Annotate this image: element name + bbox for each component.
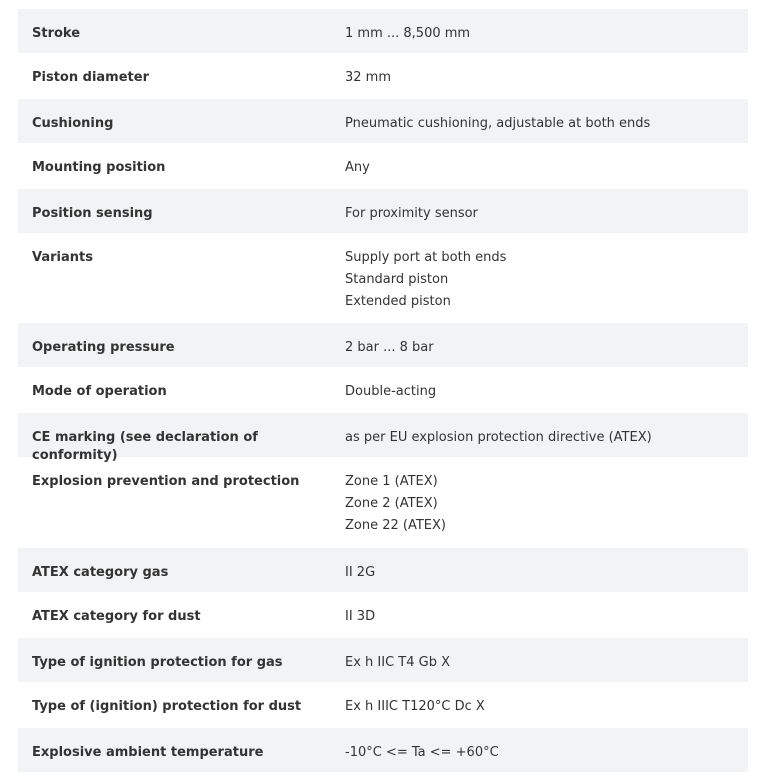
spec-row-atex-category-gas bbox=[18, 548, 748, 592]
spec-label: Type of (ignition) protection for dust bbox=[32, 699, 302, 714]
spec-label: Mode of operation bbox=[32, 384, 167, 399]
spec-value bbox=[345, 427, 748, 449]
spec-label: Cushioning bbox=[32, 116, 114, 131]
spec-value bbox=[345, 381, 748, 403]
spec-value-line: Zone 1 (ATEX) bbox=[345, 474, 438, 489]
spec-value bbox=[345, 696, 748, 718]
spec-value-line: Supply port at both ends bbox=[345, 250, 507, 265]
spec-row-ignition-protection-gas bbox=[18, 638, 748, 682]
spec-value bbox=[345, 562, 748, 584]
spec-value-line: 32 mm bbox=[345, 70, 392, 85]
spec-value bbox=[345, 23, 748, 45]
spec-value-line: Standard piston bbox=[345, 272, 449, 287]
spec-label: Position sensing bbox=[32, 206, 153, 221]
spec-label: Operating pressure bbox=[32, 340, 175, 355]
spec-row-piston-diameter bbox=[18, 53, 748, 99]
spec-value bbox=[345, 67, 748, 89]
spec-row-cushioning bbox=[18, 99, 748, 143]
spec-value-line: II 3D bbox=[345, 609, 376, 624]
spec-row-mode-of-operation bbox=[18, 367, 748, 413]
spec-value-line: as per EU explosion protection directive (ATEX) bbox=[345, 430, 652, 445]
spec-value-line: Ex h IIC T4 Gb X bbox=[345, 655, 450, 670]
spec-value bbox=[345, 471, 748, 537]
spec-value bbox=[345, 742, 748, 764]
spec-value-line: For proximity sensor bbox=[345, 206, 478, 221]
spec-table bbox=[18, 9, 748, 772]
spec-row-explosive-ambient-temperature bbox=[18, 728, 748, 772]
spec-row-atex-category-dust bbox=[18, 592, 748, 638]
spec-value-line: -10°C <= Ta <= +60°C bbox=[345, 745, 499, 760]
spec-label: Stroke bbox=[32, 26, 81, 41]
spec-value bbox=[345, 247, 748, 313]
spec-value bbox=[345, 113, 748, 135]
spec-value-line: 1 mm ... 8,500 mm bbox=[345, 26, 471, 41]
spec-label: ATEX category gas bbox=[32, 565, 169, 580]
spec-label: CE marking (see declaration of conformity) bbox=[32, 430, 258, 463]
spec-label: Type of ignition protection for gas bbox=[32, 655, 283, 670]
spec-label: Mounting position bbox=[32, 160, 166, 175]
spec-label: ATEX category for dust bbox=[32, 609, 201, 624]
spec-label: Explosive ambient temperature bbox=[32, 745, 264, 760]
spec-row-variants bbox=[18, 233, 748, 323]
spec-value-line: Extended piston bbox=[345, 294, 451, 309]
spec-value bbox=[345, 157, 748, 179]
spec-label: Piston diameter bbox=[32, 70, 149, 85]
spec-value-line: 2 bar ... 8 bar bbox=[345, 340, 434, 355]
spec-value bbox=[345, 652, 748, 674]
spec-label: Variants bbox=[32, 250, 93, 265]
spec-row-operating-pressure bbox=[18, 323, 748, 367]
spec-value-line: Double-acting bbox=[345, 384, 437, 399]
spec-value-line: Any bbox=[345, 160, 370, 175]
spec-value-line: II 2G bbox=[345, 565, 376, 580]
spec-value-line: Zone 2 (ATEX) bbox=[345, 496, 438, 511]
spec-row-explosion-prevention bbox=[18, 457, 748, 548]
spec-value bbox=[345, 203, 748, 225]
spec-value bbox=[345, 337, 748, 359]
spec-value-line: Ex h IIIC T120°C Dc X bbox=[345, 699, 485, 714]
spec-value-line: Pneumatic cushioning, adjustable at both ends bbox=[345, 116, 651, 131]
spec-value-line: Zone 22 (ATEX) bbox=[345, 518, 446, 533]
spec-row-ignition-protection-dust bbox=[18, 682, 748, 728]
spec-row-stroke bbox=[18, 9, 748, 53]
spec-label: Explosion prevention and protection bbox=[32, 474, 300, 489]
spec-row-ce-marking bbox=[18, 413, 748, 463]
spec-value bbox=[345, 606, 748, 628]
spec-row-mounting-position bbox=[18, 143, 748, 189]
spec-row-position-sensing bbox=[18, 189, 748, 233]
